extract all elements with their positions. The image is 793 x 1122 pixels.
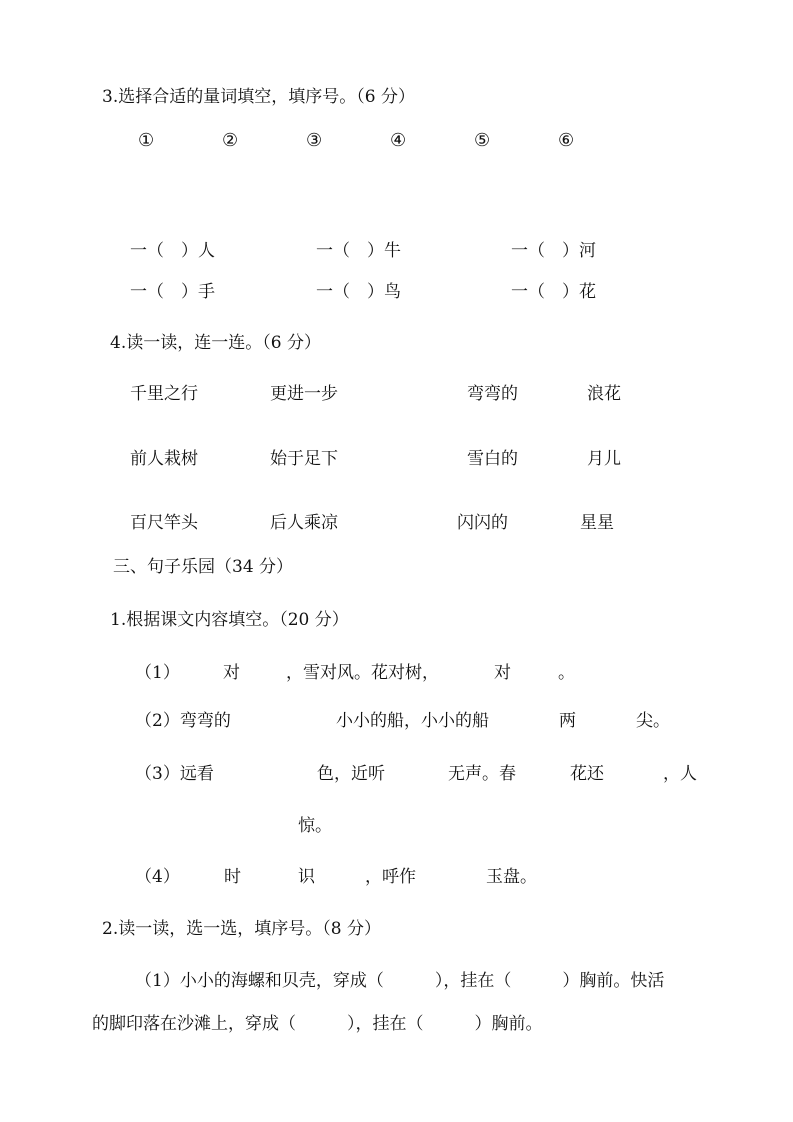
option-3: ③ [306,130,323,151]
fill-line-2-a: （2）弯弯的 [135,711,231,731]
measure-blank-hand[interactable]: 一（ ）手 [130,282,215,302]
measure-blank-flower[interactable]: 一（ ）花 [511,282,596,302]
measure-blank-river[interactable]: 一（ ）河 [511,241,596,261]
section3-heading: 三、句子乐园（34 分） [113,557,294,577]
s2-paragraph-line-1: （1）小小的海螺和贝壳，穿成（ ），挂在（ ）胸前。快活 [135,971,665,991]
match-noun-1[interactable]: 浪花 [587,384,621,404]
match-noun-3[interactable]: 星星 [580,513,614,533]
fill-line-3-cont: 惊。 [298,816,332,836]
option-2: ② [222,130,239,151]
s1-title: 1.根据课文内容填空。（20 分） [110,610,349,630]
s2-paragraph-line-2: 的脚印落在沙滩上，穿成（ ），挂在（ ）胸前。 [92,1014,543,1034]
option-4: ④ [390,130,407,151]
fill-line-1-d: 对 [494,663,511,683]
match-left-1[interactable]: 千里之行 [130,384,198,404]
fill-line-3-c: 无声。春 [448,764,516,784]
measure-blank-person[interactable]: 一（ ）人 [130,241,215,261]
match-adj-3[interactable]: 闪闪的 [457,513,508,533]
q4-title: 4.读一读，连一连。（6 分） [110,333,321,353]
fill-line-3-e: ，人 [663,764,697,784]
fill-line-1-b: 对 [223,663,240,683]
match-adj-1[interactable]: 弯弯的 [467,384,518,404]
measure-blank-bird[interactable]: 一（ ）鸟 [316,282,401,302]
fill-line-3-a: （3）远看 [135,764,214,784]
option-5: ⑤ [474,130,491,151]
option-1: ① [138,130,155,151]
measure-blank-cow[interactable]: 一（ ）牛 [316,241,401,261]
match-left-3[interactable]: 百尺竿头 [130,513,198,533]
fill-line-4-c: 识 [298,867,315,887]
option-6: ⑥ [558,130,575,151]
fill-line-2-b: 小小的船，小小的船 [336,711,489,731]
fill-line-3-b: 色，近听 [317,764,385,784]
s2-title: 2.读一读，选一选，填序号。（8 分） [102,919,381,939]
match-adj-2[interactable]: 雪白的 [467,449,518,469]
fill-line-4-a: （4） [135,867,180,887]
match-left-2[interactable]: 前人栽树 [130,449,198,469]
fill-line-4-d: ，呼作 [365,867,416,887]
fill-line-2-c: 两 [559,711,576,731]
match-mid-1[interactable]: 更进一步 [270,384,338,404]
match-mid-2[interactable]: 始于足下 [270,449,338,469]
fill-line-1-c: ，雪对风。花对树， [286,663,439,683]
fill-line-4-e: 玉盘。 [486,867,537,887]
fill-line-1-a: （1） [135,663,180,683]
fill-line-4-b: 时 [224,867,241,887]
fill-line-3-d: 花还 [570,764,604,784]
match-noun-2[interactable]: 月儿 [587,449,621,469]
fill-line-2-d: 尖。 [636,711,670,731]
fill-line-1-e: 。 [558,663,575,683]
q3-title: 3.选择合适的量词填空，填序号。（6 分） [102,87,415,107]
match-mid-3[interactable]: 后人乘凉 [270,513,338,533]
